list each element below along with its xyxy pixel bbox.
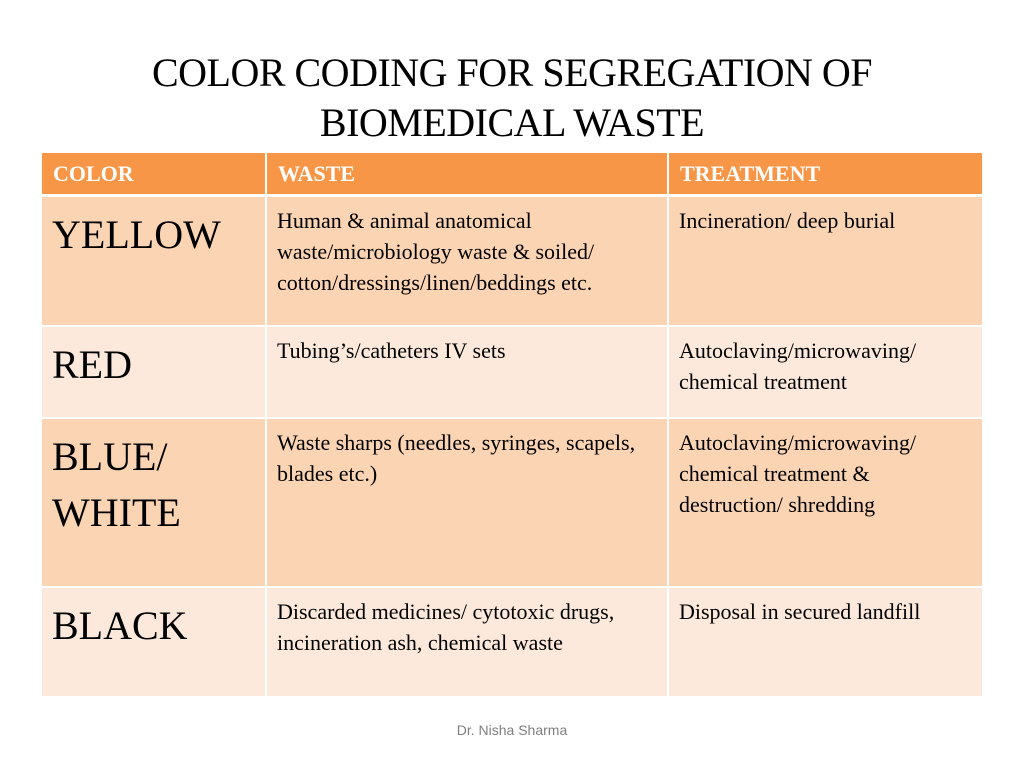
row-waste: Tubing’s/catheters IV sets: [266, 326, 668, 418]
table-row: [42, 418, 982, 587]
header-color: COLOR: [42, 153, 266, 195]
slide-title-line-2: BIOMEDICAL WASTE: [319, 100, 705, 145]
header-treatment: TREATMENT: [668, 153, 982, 195]
row-treatment: Incineration/ deep burial: [668, 195, 982, 326]
table-row: [42, 326, 982, 418]
table-row: [42, 587, 982, 697]
row-treatment: Autoclaving/microwaving/ chemical treatment & destruction/ shredding: [668, 418, 982, 587]
slide-title-line-1: COLOR CODING FOR SEGREGATION OF: [151, 50, 873, 95]
table-row: [42, 195, 982, 326]
row-waste: Waste sharps (needles, syringes, scapels, blades etc.): [266, 418, 668, 587]
waste-color-table: [42, 153, 982, 698]
row-waste: Human & animal anatomical waste/microbiology waste & soiled/ cotton/dressings/linen/beddings etc.: [266, 195, 668, 326]
row-color-yellow: YELLOW: [42, 195, 266, 326]
row-color-black: BLACK: [42, 587, 266, 697]
row-treatment: Disposal in secured landfill: [668, 587, 982, 697]
footer-author: Dr. Nisha Sharma: [456, 722, 568, 738]
table-header-row: [42, 153, 982, 195]
slide-title: [0, 48, 1024, 148]
row-color-blue-white: BLUE/ WHITE: [42, 418, 266, 587]
row-color-red: RED: [42, 326, 266, 418]
header-waste: WASTE: [266, 153, 668, 195]
row-treatment: Autoclaving/microwaving/ chemical treatment: [668, 326, 982, 418]
row-waste: Discarded medicines/ cytotoxic drugs, incineration ash, chemical waste: [266, 587, 668, 697]
